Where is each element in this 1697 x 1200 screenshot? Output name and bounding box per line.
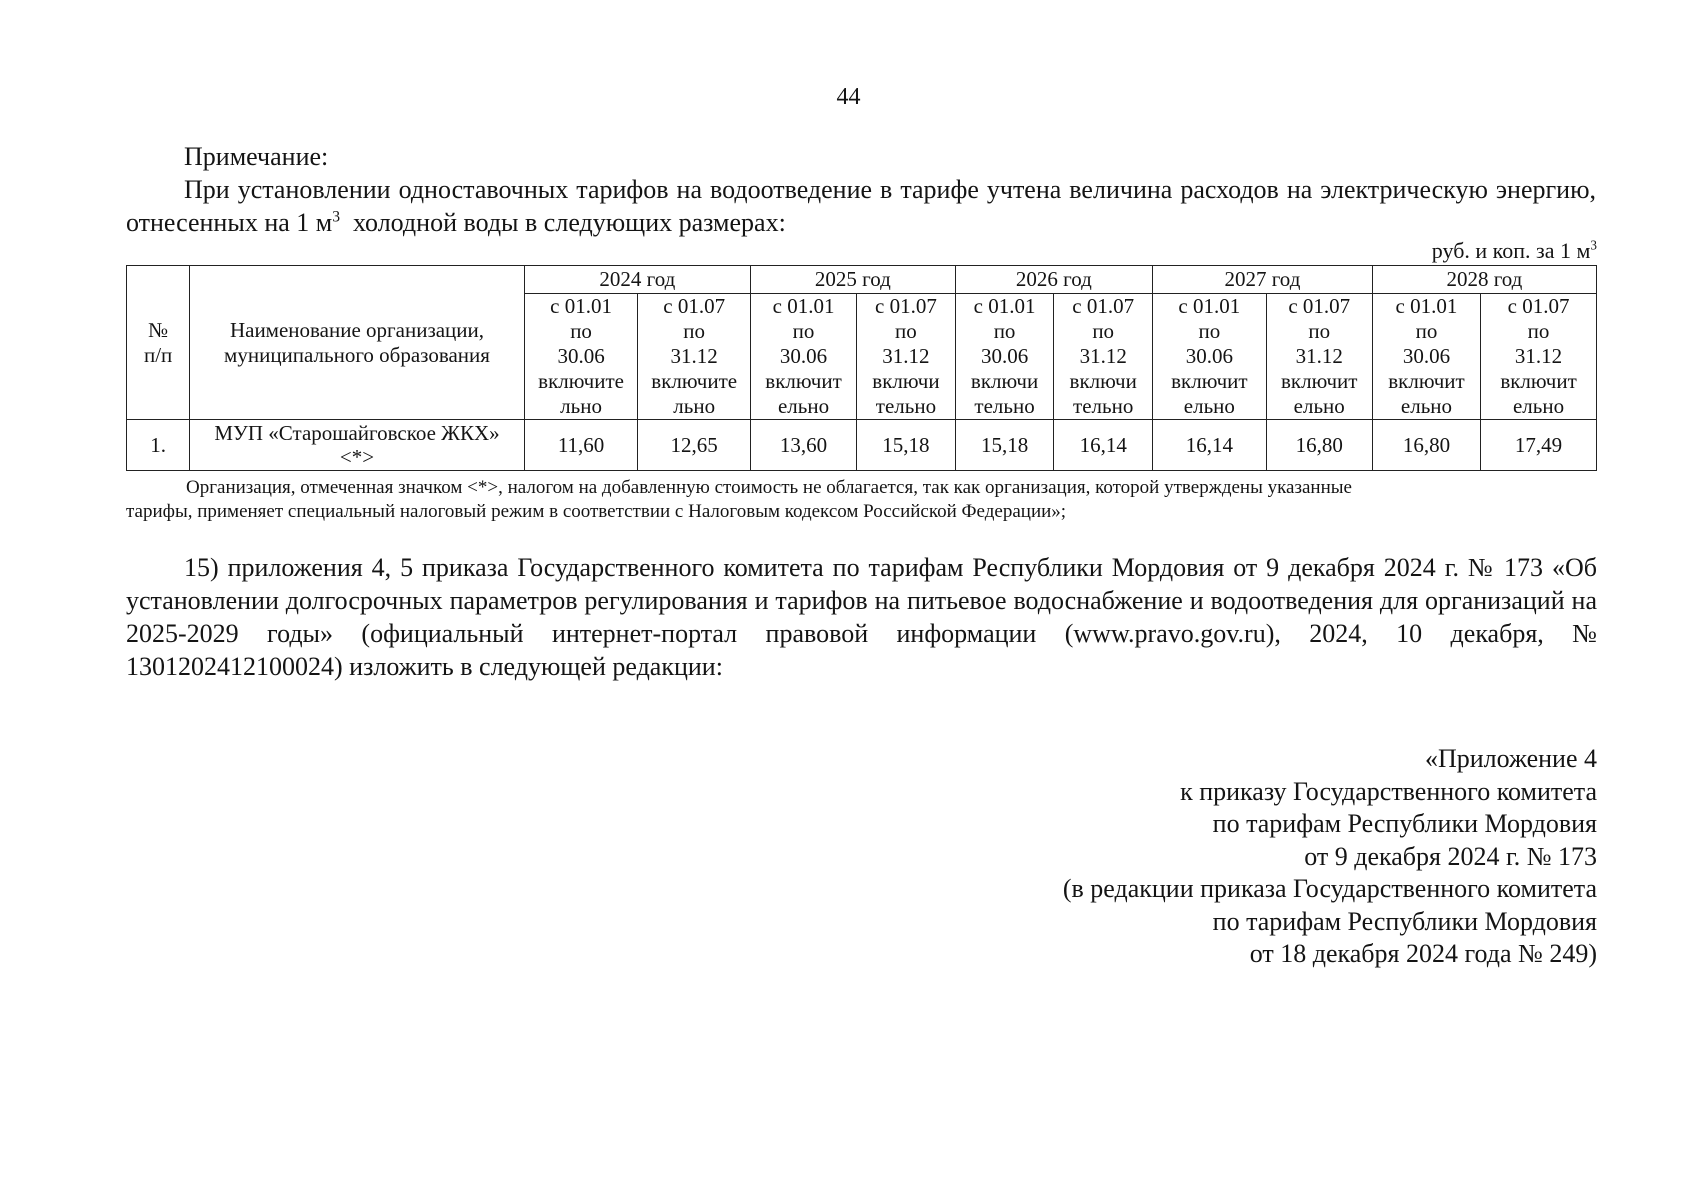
- header-period-line: включит: [765, 369, 842, 393]
- appendix-line: по тарифам Республики Мордовия: [1212, 809, 1597, 838]
- header-period-line: включит: [1171, 369, 1248, 393]
- header-period-line: включит: [1388, 369, 1465, 393]
- footnote-line: Организация, отмеченная значком <*>, налогом на добавленную стоимость не облагается, так как организация, которой утверждены указанные: [186, 477, 1352, 498]
- header-year: 2024 год: [524, 266, 750, 294]
- header-period-line: ельно: [1293, 394, 1345, 418]
- header-period-line: по: [792, 319, 815, 343]
- header-period-line: включи: [872, 369, 940, 393]
- cell-tariff-value: 16,80: [1266, 420, 1372, 471]
- header-period: [638, 294, 751, 420]
- cell-tariff-value: 16,14: [1054, 420, 1153, 471]
- header-number-line: п/п: [143, 342, 173, 367]
- header-year: 2027 год: [1153, 266, 1373, 294]
- header-period-line: 30.06: [1185, 344, 1233, 368]
- header-period: [750, 294, 856, 420]
- appendix-line: к приказу Государственного комитета: [1180, 776, 1597, 806]
- header-period-line: с 01.07: [875, 294, 937, 318]
- note-text-tail: холодной воды в следующих размерах:: [340, 208, 786, 237]
- header-period-line: тельно: [974, 394, 1035, 418]
- header-number-line: №: [148, 317, 169, 342]
- cell-tariff-value: 13,60: [750, 420, 856, 471]
- note-sup: 3: [332, 208, 341, 226]
- header-period: [857, 294, 956, 420]
- header-period-line: 30.06: [557, 344, 605, 368]
- table-header-years: [127, 266, 1597, 294]
- header-period-line: по: [1308, 319, 1331, 343]
- header-period-line: с 01.07: [1288, 294, 1351, 318]
- units-sup: 3: [1590, 237, 1597, 253]
- header-period-line: 31.12: [670, 344, 718, 368]
- header-period-line: с 01.01: [973, 294, 1036, 318]
- cell-tariff-value: 12,65: [638, 420, 751, 471]
- tariff-table: [126, 265, 1597, 471]
- header-period: [1372, 294, 1480, 420]
- header-period-line: ельно: [1512, 394, 1565, 418]
- header-period-line: 31.12: [1079, 344, 1127, 368]
- header-year: 2026 год: [955, 266, 1152, 294]
- cell-org-name-line: <*>: [339, 445, 375, 469]
- header-period-line: льно: [560, 394, 602, 418]
- header-period-line: 30.06: [1402, 344, 1451, 368]
- header-period: [1481, 294, 1597, 420]
- header-name-line: муниципального образования: [224, 342, 490, 367]
- header-period-line: с 01.01: [772, 294, 835, 318]
- footnote: [126, 476, 1596, 524]
- appendix-line: от 18 декабря 2024 года № 249): [1249, 939, 1597, 968]
- appendix-line: от 9 декабря 2024 г. № 173: [1304, 841, 1597, 871]
- header-period-line: по: [1092, 319, 1115, 343]
- header-period-line: с 01.07: [663, 294, 726, 318]
- header-period-line: включи: [1069, 369, 1137, 393]
- units-text: руб. и коп. за 1 м: [1431, 238, 1591, 263]
- note-text-main: При установлении одноставочных тарифов на водоотведение в тарифе учтена величина расходов на электрическую энергию, отнесенных на 1 м: [126, 175, 1596, 237]
- header-period-line: включите: [538, 369, 624, 393]
- header-period-line: с 01.01: [1178, 294, 1241, 318]
- header-year: 2028 год: [1372, 266, 1596, 294]
- header-period-line: ельно: [777, 394, 830, 418]
- appendix-header: [797, 743, 1597, 971]
- cell-tariff-value: 15,18: [857, 420, 956, 471]
- cell-org-name: [190, 420, 525, 471]
- clause-15: 15) приложения 4, 5 приказа Государственного комитета по тарифам Республики Мордовия от 9 декабря 2024 г. № 173 «Об установлении долгосрочных параметров регулирования и тарифов на питьевое водоснабжение и водоотведения для организаций на 2025-2029 годы» (официальный интернет-портал правовой информации (www.pravo.gov.ru), 2024, 10 декабря, № 1301202412100024) изложить в следующей редакции:: [126, 553, 1597, 681]
- page-number: 44: [836, 84, 861, 110]
- header-period: [1266, 294, 1372, 420]
- header-period-line: по: [570, 319, 592, 343]
- footnote-line: тарифы, применяет специальный налоговый режим в соответствии с Налоговым кодексом Российской Федерации»;: [126, 501, 1067, 522]
- header-year: 2025 год: [750, 266, 955, 294]
- header-period-line: по: [1415, 319, 1438, 343]
- header-period-line: включит: [1281, 369, 1358, 393]
- table-body: [127, 420, 1597, 471]
- header-period-line: ельно: [1400, 394, 1453, 418]
- header-period-line: 31.12: [882, 344, 930, 368]
- header-period-line: 31.12: [1514, 344, 1563, 368]
- header-period-line: ельно: [1183, 394, 1235, 418]
- header-period-line: по: [1198, 319, 1221, 343]
- header-period-line: с 01.07: [1072, 294, 1135, 318]
- note-title: Примечание:: [184, 142, 329, 171]
- header-period-line: тельно: [1073, 394, 1134, 418]
- cell-tariff-value: 16,80: [1372, 420, 1480, 471]
- header-period: [1153, 294, 1267, 420]
- header-period-line: 30.06: [980, 344, 1029, 368]
- header-period-line: 30.06: [779, 344, 828, 368]
- cell-tariff-value: 11,60: [524, 420, 638, 471]
- table-row: [127, 420, 1597, 471]
- header-period: [524, 294, 638, 420]
- note-text: [126, 173, 1596, 239]
- note-block: [126, 140, 1596, 239]
- header-period-line: по: [1527, 319, 1550, 343]
- appendix-line: «Приложение 4: [1424, 744, 1597, 773]
- cell-number: 1.: [127, 420, 190, 471]
- header-period-line: включите: [651, 369, 738, 393]
- header-period-line: тельно: [875, 394, 937, 418]
- header-period-line: с 01.01: [1395, 294, 1458, 318]
- units-label: [1432, 238, 1597, 264]
- header-period-line: по: [683, 319, 706, 343]
- header-number: [127, 266, 190, 420]
- header-period-line: по: [993, 319, 1016, 343]
- header-period: [955, 294, 1054, 420]
- cell-tariff-value: 16,14: [1153, 420, 1267, 471]
- header-period-line: с 01.07: [1507, 294, 1570, 318]
- cell-org-name-line: МУП «Старошайговское ЖКХ»: [214, 421, 500, 445]
- header-period-line: с 01.01: [550, 294, 612, 318]
- header-period-line: включи: [970, 369, 1039, 393]
- cell-tariff-value: 15,18: [955, 420, 1054, 471]
- header-name-line: Наименование организации,: [229, 317, 485, 342]
- header-period-line: включит: [1500, 369, 1577, 393]
- header-name: [190, 266, 525, 420]
- header-period-line: льно: [673, 394, 716, 418]
- cell-tariff-value: 17,49: [1481, 420, 1597, 471]
- appendix-line: (в редакции приказа Государственного комитета: [1062, 874, 1597, 903]
- header-period-line: 31.12: [1295, 344, 1343, 368]
- header-period-line: по: [895, 319, 917, 343]
- header-period: [1054, 294, 1153, 420]
- appendix-line: по тарифам Республики Мордовия: [1212, 906, 1597, 936]
